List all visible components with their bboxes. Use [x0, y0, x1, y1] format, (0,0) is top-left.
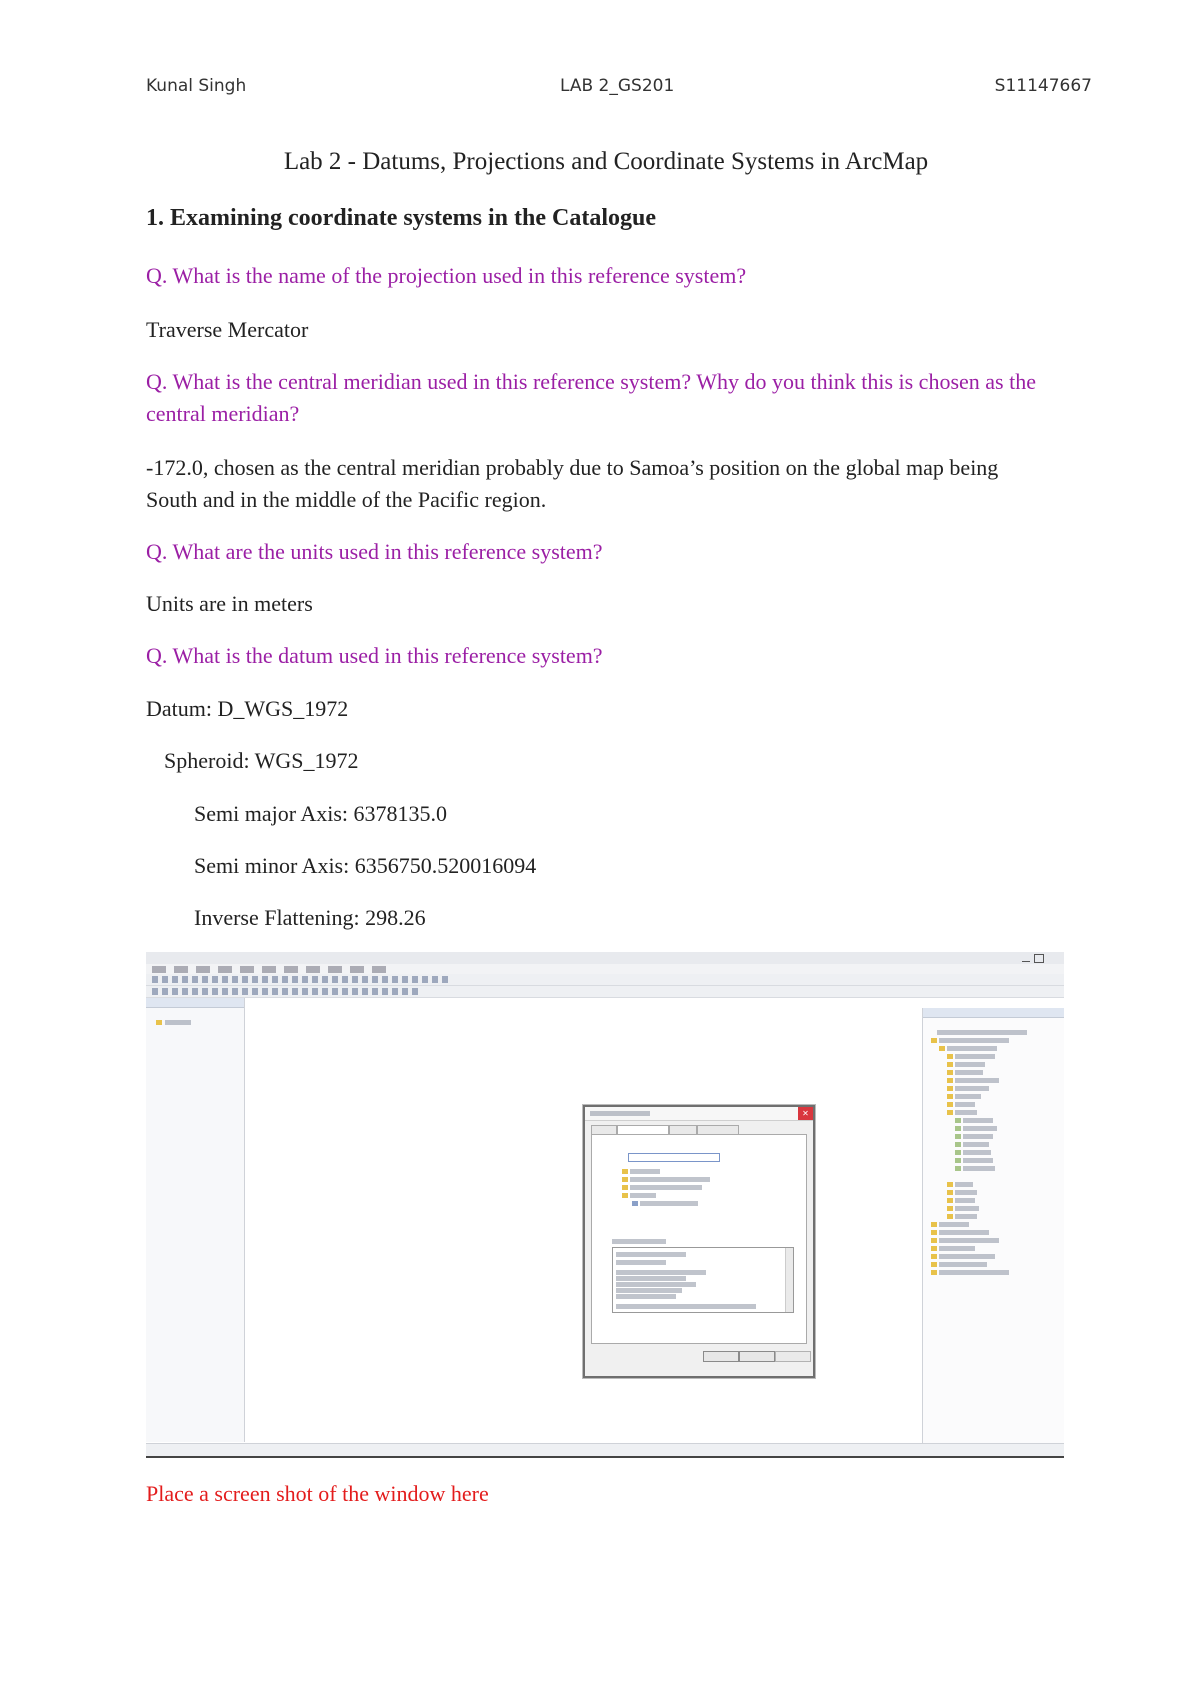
question-datum: Q. What is the datum used in this reference system?	[146, 643, 603, 668]
toc-header	[146, 998, 244, 1008]
folder-icon	[931, 1270, 937, 1275]
folder-icon	[931, 1254, 937, 1259]
catalog-item	[955, 1094, 981, 1099]
layer-icon	[955, 1134, 961, 1139]
folder-icon	[622, 1169, 628, 1174]
layer-icon	[955, 1118, 961, 1123]
ok-button	[703, 1351, 739, 1362]
folder-icon	[947, 1070, 953, 1075]
details-line	[616, 1294, 676, 1299]
folder-icon	[931, 1246, 937, 1251]
catalog-item	[939, 1262, 987, 1267]
catalog-item	[939, 1222, 969, 1227]
folder-icon	[622, 1193, 628, 1198]
catalog-item	[955, 1070, 983, 1075]
tree-item	[630, 1193, 656, 1198]
answer-central-meridian: -172.0, chosen as the central meridian probably due to Samoa’s position on the global map being South and in the middle of the Pacific region.	[146, 455, 999, 512]
table-of-contents-pane	[146, 998, 245, 1442]
dialog-tabs	[591, 1125, 807, 1133]
folder-icon	[947, 1182, 953, 1187]
apply-button	[775, 1351, 811, 1362]
folder-icon	[622, 1185, 628, 1190]
menu-bar	[146, 964, 1064, 974]
tree-item	[630, 1177, 710, 1182]
catalog-item	[963, 1126, 997, 1131]
catalog-item	[939, 1254, 995, 1259]
catalog-item	[939, 1038, 1009, 1043]
answer-semi-minor: Semi minor Axis: 6356750.520016094	[194, 853, 537, 878]
answer-spheroid: Spheroid: WGS_1972	[164, 748, 359, 773]
tree-item	[630, 1169, 660, 1174]
catalog-item	[955, 1102, 975, 1107]
globe-icon	[632, 1201, 638, 1206]
catalog-item	[963, 1158, 993, 1163]
current-system-label	[612, 1239, 666, 1244]
data-frame-properties-dialog	[583, 1105, 815, 1378]
status-bar	[146, 1443, 1064, 1456]
catalog-item	[955, 1078, 999, 1083]
catalog-item	[955, 1198, 975, 1203]
catalog-item	[963, 1134, 993, 1139]
standard-toolbar	[146, 974, 1064, 986]
details-line	[616, 1276, 686, 1281]
folder-icon	[947, 1078, 953, 1083]
screenshot-instruction: Place a screen shot of the window here	[146, 1481, 489, 1506]
catalog-item	[939, 1238, 999, 1243]
catalog-item	[939, 1270, 1009, 1275]
coordinate-system-panel	[591, 1134, 807, 1344]
layer-icon	[955, 1142, 961, 1147]
catalog-item	[955, 1182, 973, 1187]
cancel-button	[739, 1351, 775, 1362]
catalog-item	[955, 1086, 989, 1091]
folder-icon	[947, 1102, 953, 1107]
folder-icon	[947, 1206, 953, 1211]
folder-icon	[947, 1062, 953, 1067]
folder-icon	[947, 1054, 953, 1059]
folder-icon	[947, 1198, 953, 1203]
close-icon: ✕	[798, 1107, 813, 1120]
layers-label	[165, 1020, 191, 1025]
folder-icon	[622, 1177, 628, 1182]
dialog-title	[590, 1111, 650, 1116]
details-line	[616, 1282, 696, 1287]
layer-icon	[955, 1150, 961, 1155]
folder-icon	[947, 1110, 953, 1115]
menu-items	[152, 966, 392, 973]
answer-units: Units are in meters	[146, 591, 313, 616]
minimize-icon	[1022, 954, 1030, 962]
catalog-item	[955, 1110, 977, 1115]
catalog-item	[955, 1214, 977, 1219]
dialog-titlebar	[585, 1107, 813, 1121]
tree-item	[630, 1185, 702, 1190]
catalog-item	[963, 1118, 993, 1123]
details-scrollbar	[785, 1248, 793, 1312]
tree-item-selected	[640, 1201, 698, 1206]
course-code: LAB 2_GS201	[560, 76, 675, 96]
toolbar-icons	[152, 976, 452, 983]
catalog-item	[939, 1230, 989, 1235]
author-name: Kunal Singh	[146, 76, 247, 96]
catalog-item	[955, 1206, 979, 1211]
answer-projection: Traverse Mercator	[146, 317, 309, 342]
layer-icon	[955, 1166, 961, 1171]
catalog-item	[947, 1046, 997, 1051]
layer-icon	[955, 1126, 961, 1131]
details-line	[616, 1252, 686, 1257]
answer-inverse-flattening: Inverse Flattening: 298.26	[194, 905, 426, 930]
layer-icon	[955, 1158, 961, 1163]
catalog-header	[923, 1008, 1064, 1018]
folder-icon	[931, 1238, 937, 1243]
student-id: S11147667	[994, 76, 1092, 96]
catalog-item	[955, 1062, 985, 1067]
toolbar-icons	[152, 988, 422, 995]
catalog-item	[963, 1166, 995, 1171]
answer-semi-major: Semi major Axis: 6378135.0	[194, 801, 447, 826]
coordinate-details-box	[612, 1247, 794, 1313]
layers-icon	[156, 1020, 162, 1025]
catalog-item	[937, 1030, 1027, 1035]
lab-title: Lab 2 - Datums, Projections and Coordinate Systems in ArcMap	[283, 148, 929, 175]
section-heading: 1. Examining coordinate systems in the Catalogue	[146, 205, 656, 231]
maximize-icon	[1034, 954, 1044, 963]
answer-datum: Datum: D_WGS_1972	[146, 696, 349, 721]
search-input	[628, 1153, 720, 1162]
folder-icon	[947, 1086, 953, 1091]
question-central-meridian: Q. What is the central meridian used in this reference system? Why do you think this is chosen as the central meridian?	[146, 369, 1036, 426]
catalog-item	[955, 1054, 995, 1059]
folder-icon	[939, 1046, 945, 1051]
question-units: Q. What are the units used in this reference system?	[146, 539, 603, 564]
catalog-item	[963, 1150, 991, 1155]
folder-icon	[947, 1190, 953, 1195]
folder-icon	[947, 1214, 953, 1219]
details-line	[616, 1270, 706, 1275]
catalog-pane	[922, 1008, 1064, 1448]
map-view	[245, 998, 921, 1442]
close-icon	[1050, 954, 1058, 961]
details-line	[616, 1288, 682, 1293]
folder-icon	[947, 1094, 953, 1099]
folder-icon	[931, 1262, 937, 1267]
folder-icon	[931, 1222, 937, 1227]
catalog-item	[939, 1246, 975, 1251]
catalog-item	[963, 1142, 989, 1147]
arcmap-screenshot	[146, 952, 1064, 1458]
tools-toolbar	[146, 986, 1064, 998]
details-line	[616, 1260, 666, 1265]
details-line	[616, 1304, 756, 1309]
question-projection: Q. What is the name of the projection used in this reference system?	[146, 263, 747, 288]
catalog-item	[955, 1190, 977, 1195]
folder-icon	[931, 1038, 937, 1043]
folder-icon	[931, 1230, 937, 1235]
